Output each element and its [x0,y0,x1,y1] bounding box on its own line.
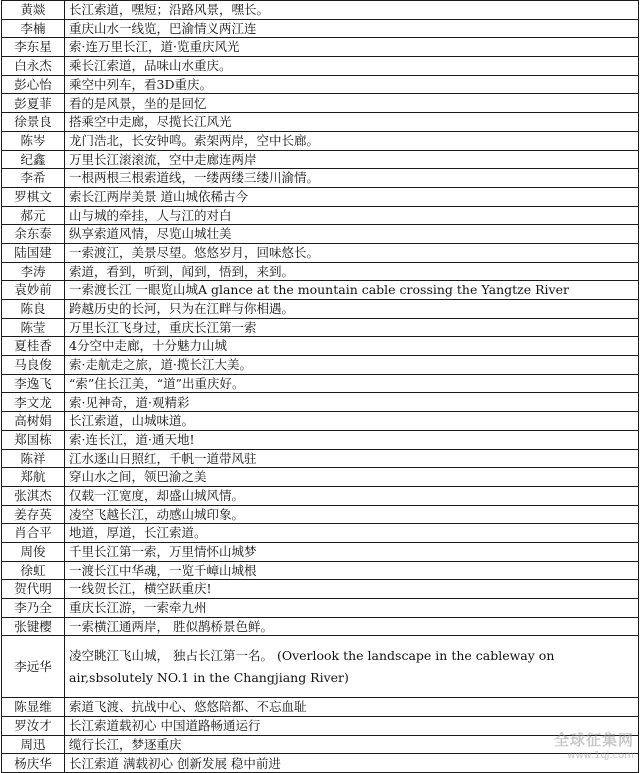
slogan-cell: “索”住长江美，“道”出重庆好。 [65,374,639,393]
table-row [2,113,639,132]
author-name-cell: 肖合平 [2,524,65,543]
author-name-cell: 纪鑫 [2,150,65,169]
table-row [2,38,639,57]
table-row [2,57,639,76]
table-row [2,281,639,300]
author-name-cell: 徐虹 [2,561,65,580]
slogan-cell: 乘长江索道，品味山水重庆。 [65,57,639,76]
slogan-cell: 长江索道，山城味道。 [65,412,639,431]
slogan-cell: 看的是风景，坐的是回忆 [65,94,639,113]
author-name-cell: 彭夏菲 [2,94,65,113]
table-row [2,754,639,773]
author-name-cell: 张键樱 [2,617,65,636]
table-row [2,206,639,225]
author-name-cell: 周迅 [2,735,65,754]
slogan-cell: 凌空飞越长江，动感山城印象。 [65,505,639,524]
table-row [2,1,639,20]
table-row [2,318,639,337]
slogan-cell: 索道飞渡、抗战中心、悠悠陪都、不忘血耻 [65,698,639,717]
author-name-cell: 贺代明 [2,580,65,599]
table-row [2,617,639,636]
slogan-cell: 长江索道，嘿短；沿路风景，嘿长。 [65,1,639,20]
slogan-cell: 4分空中走廊，十分魅力山城 [65,337,639,356]
table-row [2,542,639,561]
author-name-cell: 陈显维 [2,698,65,717]
watermark-main: 全球征集网 [553,731,634,749]
author-name-cell: 袁妙前 [2,281,65,300]
table-row [2,187,639,206]
author-name-cell: 周俊 [2,542,65,561]
author-name-cell: 黄燚 [2,1,65,20]
author-name-cell: 李希 [2,169,65,188]
author-name-cell: 白永杰 [2,57,65,76]
slogan-cell: 缆行长江，梦逐重庆 [65,735,639,754]
slogan-cell: 穿山水之间，领巴渝之美 [65,468,639,487]
table-row [2,337,639,356]
author-name-cell: 徐景良 [2,113,65,132]
table-row [2,225,639,244]
slogan-cell: 重庆长江游，一索牵九州 [65,599,639,618]
author-name-cell: 陈祥 [2,449,65,468]
table-row [2,356,639,375]
slogan-table [1,0,639,773]
slogan-cell: 索·见神奇，道·观精彩 [65,393,639,412]
table-row [2,698,639,717]
table-row [2,150,639,169]
slogan-cell: 一线贺长江，横空跃重庆! [65,580,639,599]
table-row [2,735,639,754]
table-row [2,636,639,698]
slogan-cell: 索道，看到，听到，闻到，悟到，来到。 [65,262,639,281]
watermark-url: www.1qj.com [567,750,634,761]
slogan-cell: 纵享索道风情，尽览山城壮美 [65,225,639,244]
slogan-cell: 千里长江第一索，万里情怀山城梦 [65,542,639,561]
author-name-cell: 马良俊 [2,356,65,375]
author-name-cell: 陈莹 [2,318,65,337]
table-row [2,430,639,449]
author-name-cell: 罗汝才 [2,717,65,736]
slogan-cell: 跨越历史的长河，只为在江畔与你相遇。 [65,300,639,319]
slogan-cell: 万里长江滚滚流，空中走廊连两岸 [65,150,639,169]
author-name-cell: 李楠 [2,19,65,38]
author-name-cell: 李东星 [2,38,65,57]
author-name-cell: 高树娟 [2,412,65,431]
table-row [2,412,639,431]
table-row [2,468,639,487]
slogan-cell: 索·走航走之旅，道·揽长江大美。 [65,356,639,375]
slogan-cell: 索·连万里长江，道·览重庆风光 [65,38,639,57]
slogan-cell: 乘空中列车，看3D重庆。 [65,75,639,94]
slogan-cell: 山与城的牵挂，人与江的对白 [65,206,639,225]
slogan-cell: 一渡长江中华魂，一览千嶂山城根 [65,561,639,580]
table-row [2,300,639,319]
author-name-cell: 李远华 [2,636,65,698]
slogan-cell: 仅载一江宽度，却盛山城风情。 [65,486,639,505]
slogan-cell: 一索渡长江 一眼览山城A glance at the mountain cable crossing the Yangtze River [65,281,639,300]
author-name-cell: 李文龙 [2,393,65,412]
slogan-cell: 万里长江飞身过，重庆长江第一索 [65,318,639,337]
table-row [2,561,639,580]
table-row [2,580,639,599]
table-row [2,243,639,262]
table-row [2,599,639,618]
author-name-cell: 郝元 [2,206,65,225]
author-name-cell: 彭心怡 [2,75,65,94]
slogan-cell: 一索渡江，美景尽望。悠悠岁月，回味悠长。 [65,243,639,262]
table-row [2,94,639,113]
author-name-cell: 陈岑 [2,131,65,150]
author-name-cell: 陈良 [2,300,65,319]
author-name-cell: 李逸飞 [2,374,65,393]
author-name-cell: 郑航 [2,468,65,487]
author-name-cell: 姜存英 [2,505,65,524]
slogan-cell: 一索横江通两岸， 胜似鹊桥景色鲜。 [65,617,639,636]
author-name-cell: 张淇杰 [2,486,65,505]
author-name-cell: 李乃全 [2,599,65,618]
table-row [2,524,639,543]
author-name-cell: 陆国建 [2,243,65,262]
table-row [2,262,639,281]
author-name-cell: 李涛 [2,262,65,281]
table-row [2,169,639,188]
slogan-cell: 一根两根三根索道线，一缕两缕三缕川渝情。 [65,169,639,188]
slogan-cell: 重庆山水一线览，巴渝情义两江连 [65,19,639,38]
slogan-table-body [2,1,639,773]
slogan-cell: 索长江两岸美景 道山城依稀古今 [65,187,639,206]
author-name-cell: 罗棋文 [2,187,65,206]
table-row [2,717,639,736]
table-row [2,393,639,412]
slogan-cell: 龙门浩北，长安钟鸣。索架两岸，空中长廊。 [65,131,639,150]
table-row [2,486,639,505]
slogan-cell: 地道，厚道，长江索道。 [65,524,639,543]
table-row [2,19,639,38]
slogan-cell: 搭乘空中走廊，尽揽长江风光 [65,113,639,132]
table-row [2,131,639,150]
slogan-cell: 江水逐山日照红，千帆一道带风驻 [65,449,639,468]
slogan-cell: 凌空眺江飞山城， 独占长江第一名。 (Overlook the landscape in the cableway on air,sbsolutely NO.1 in the Changjiang River) [65,636,639,698]
slogan-cell: 索·连长江，道·通天地! [65,430,639,449]
author-name-cell: 余东泰 [2,225,65,244]
slogan-cell: 长江索道 满载初心 创新发展 稳中前进 [65,754,639,773]
author-name-cell: 郑国栋 [2,430,65,449]
slogan-cell: 长江索道载初心 中国道路畅通运行 [65,717,639,736]
author-name-cell: 夏桂香 [2,337,65,356]
table-row [2,505,639,524]
table-row [2,374,639,393]
table-row [2,449,639,468]
table-row [2,75,639,94]
author-name-cell: 杨庆华 [2,754,65,773]
